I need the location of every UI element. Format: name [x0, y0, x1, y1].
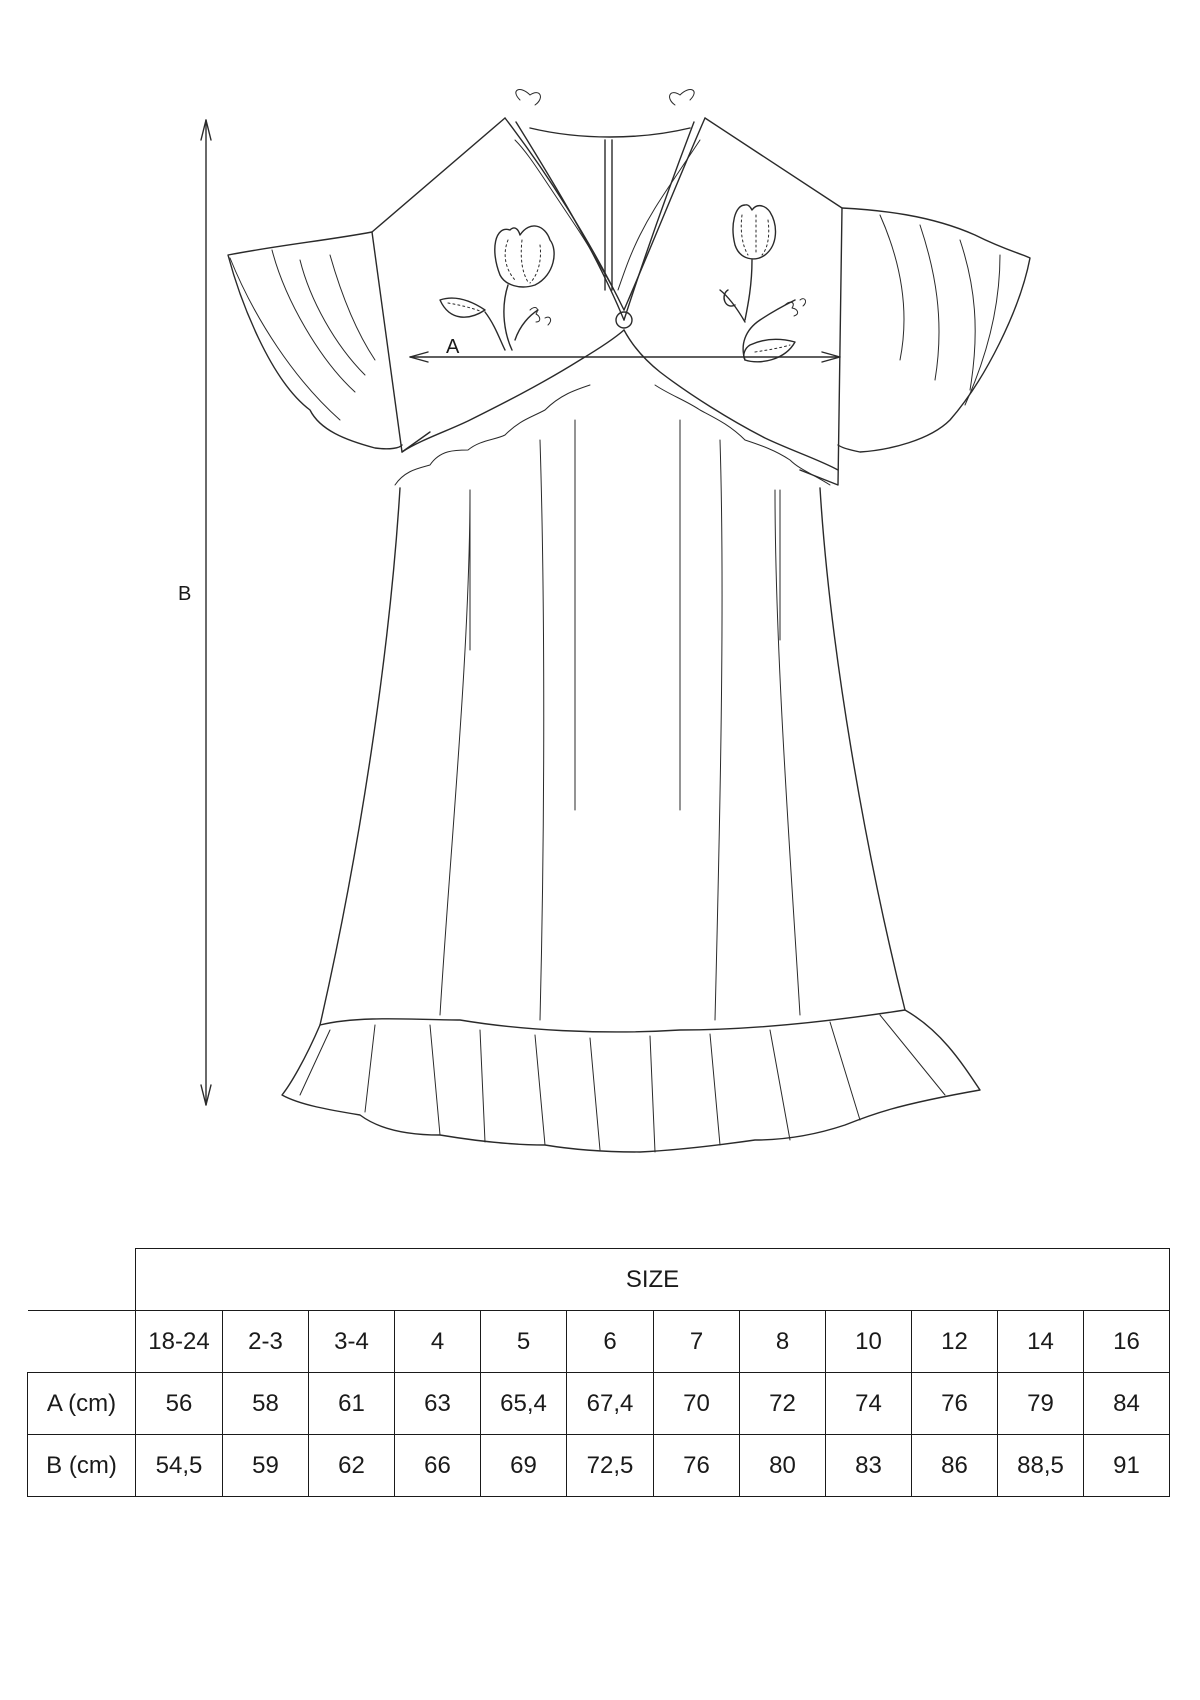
value-cell: 72	[740, 1373, 826, 1435]
value-cell: 74	[826, 1373, 912, 1435]
width-measure-line	[410, 352, 840, 362]
length-measure-line	[201, 120, 211, 1105]
value-cell: 66	[395, 1435, 481, 1497]
size-cell: 5	[481, 1311, 567, 1373]
value-cell: 88,5	[998, 1435, 1084, 1497]
size-cell: 12	[912, 1311, 998, 1373]
table-row-b	[28, 1435, 1170, 1497]
value-cell: 72,5	[567, 1435, 654, 1497]
row-label-a: A (cm)	[28, 1373, 136, 1435]
value-cell: 65,4	[481, 1373, 567, 1435]
size-cell: 2-3	[223, 1311, 309, 1373]
size-cell: 3-4	[309, 1311, 395, 1373]
embroidery-flower-right	[720, 205, 806, 362]
size-cell: 14	[998, 1311, 1084, 1373]
size-cell: 4	[395, 1311, 481, 1373]
value-cell: 86	[912, 1435, 998, 1497]
size-chart-table	[27, 1248, 1170, 1497]
value-cell: 84	[1084, 1373, 1170, 1435]
value-cell: 83	[826, 1435, 912, 1497]
value-cell: 59	[223, 1435, 309, 1497]
label-a: A	[446, 336, 460, 358]
size-cell: 16	[1084, 1311, 1170, 1373]
size-cell: 10	[826, 1311, 912, 1373]
value-cell: 91	[1084, 1435, 1170, 1497]
row-label-b: B (cm)	[28, 1435, 136, 1497]
value-cell: 80	[740, 1435, 826, 1497]
size-row	[28, 1311, 1170, 1373]
size-cell: 18-24	[136, 1311, 223, 1373]
value-cell: 79	[998, 1373, 1084, 1435]
size-header-row	[28, 1249, 1170, 1311]
size-cell: 6	[567, 1311, 654, 1373]
label-b: B	[178, 583, 192, 605]
dress-outline	[282, 90, 980, 1152]
value-cell: 61	[309, 1373, 395, 1435]
table-row-a	[28, 1373, 1170, 1435]
size-cell: 8	[740, 1311, 826, 1373]
value-cell: 69	[481, 1435, 567, 1497]
value-cell: 54,5	[136, 1435, 223, 1497]
size-cell: 7	[654, 1311, 740, 1373]
value-cell: 76	[654, 1435, 740, 1497]
right-sleeve	[838, 208, 1030, 452]
size-header: SIZE	[136, 1249, 1170, 1311]
value-cell: 58	[223, 1373, 309, 1435]
value-cell: 56	[136, 1373, 223, 1435]
value-cell: 76	[912, 1373, 998, 1435]
value-cell: 67,4	[567, 1373, 654, 1435]
value-cell: 70	[654, 1373, 740, 1435]
value-cell: 62	[309, 1435, 395, 1497]
value-cell: 63	[395, 1373, 481, 1435]
embroidery-flower-left	[440, 226, 554, 350]
